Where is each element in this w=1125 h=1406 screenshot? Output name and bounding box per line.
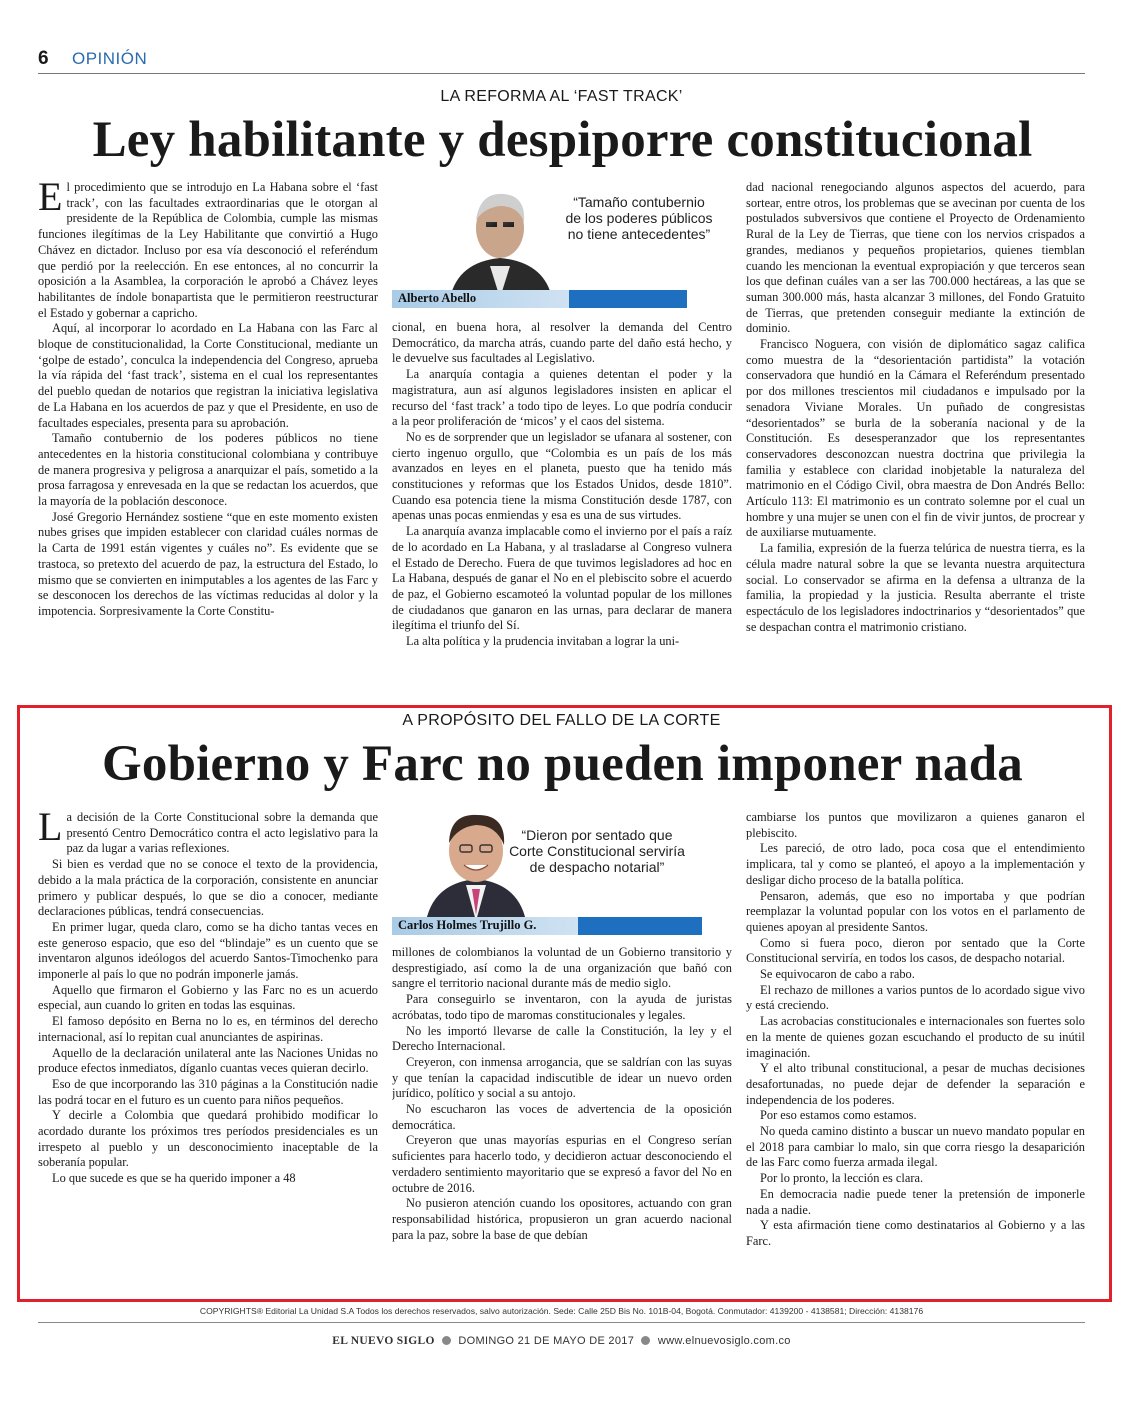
article2-paragraph: En primer lugar, queda claro, como se ha dicho tantas veces en este generoso espacio, que eso del “blindaje” es un cuento que se inventaron algunos ideólogos del acuerdo Santos-Timochenko para imponerle al país lo que no podrán imponerle jamás. bbox=[38, 919, 378, 982]
issue-date: DOMINGO 21 DE MAYO DE 2017 bbox=[458, 1335, 635, 1347]
article1-paragraph: El procedimiento que se introdujo en La Habana sobre el ‘fast track’, con las facultades extraordinarias que le otorgan al presidente de la República de Colombia, cumple las mismas funciones ilegítimas de la Ley Habilitante que convirtió a Hugo Chávez en dictador. Incluso por esa vía desconoció el referéndum que perdió por la reelección. En ese entonces, al no concurrir la oposición a la Asamblea, la corporación le aprobó a Chávez leyes habilitantes de índole bonapartista que le permitieron reestructurar el Estado y gobernar a capricho. bbox=[38, 180, 378, 320]
article2-column-3 bbox=[746, 810, 1085, 1290]
article2-paragraph: El famoso depósito en Berna no lo es, en términos del derecho internacional, así lo repitan cual anunciantes de aspirinas. bbox=[38, 1014, 378, 1044]
article2-paragraph: Por lo pronto, la lección es clara. bbox=[760, 1171, 924, 1186]
article2-paragraph: Se equivocaron de cabo a rabo. bbox=[760, 967, 915, 982]
article1-paragraph: La anarquía contagia a quienes detentan el poder y la magistratura, aun así algunos legisladores insisten en aplicar el recurso del ‘fast track’ a todo tipo de leyes. Lo que podría conducir a la peor proliferación de ‘micos’ y el caos del sistema. bbox=[392, 367, 732, 429]
article2-paragraph: No escucharon las voces de advertencia de la oposición democrática. bbox=[392, 1102, 732, 1132]
article2-column-2 bbox=[392, 945, 732, 1290]
article1-author-name: Alberto Abello bbox=[398, 291, 477, 305]
page-footer bbox=[38, 1335, 1085, 1347]
article2-author-box bbox=[392, 803, 732, 938]
article2-paragraph: Pensaron, además, que eso no importaba y que podrían reemplazar la voluntad popular con los votos en el parlamento de quienes apoyan al presidente Santos. bbox=[746, 888, 1085, 934]
article2-headline: Gobierno y Farc no pueden imponer nada bbox=[102, 736, 1023, 792]
article2-paragraph: cambiarse los puntos que movilizaron a quienes ganaron el plebiscito. bbox=[746, 810, 1085, 840]
article2-paragraph: Para conseguirlo se inventaron, con la ayuda de juristas acróbatas, todo tipo de maromas constitucionales y legales. bbox=[392, 992, 732, 1022]
article2-paragraph: Como si fuera poco, dieron por sentado que la Corte Constitucional serviría, en todos los casos, de despacho notarial. bbox=[746, 935, 1085, 966]
article1-paragraph: José Gregorio Hernández sostiene “que en este momento existen nubes grises que impiden establecer con claridad cuáles normas de la Carta de 1991 están vigentes y cuáles no”. Es evidente que se trastoca, so pretexto del acuerdo de paz, la estructura del Estado, lo mismo que se convierten en inimputables a los agentes de las Farc y se desconocen los derechos de las víctimas reducidas al dolor y la impotencia. Sorpresivamente la Corte Constitu- bbox=[38, 509, 378, 618]
article2-paragraph: En democracia nadie puede tener la pretensión de imponerle nada a nadie. bbox=[746, 1186, 1085, 1217]
page-number: 6 bbox=[38, 48, 49, 69]
dropcap: L bbox=[38, 810, 63, 849]
article2-paragraph: Les pareció, de otro lado, poca cosa que el entendimiento implicara, tal y como se planteó, el apoyo a la implementación y desligar dicho proceso de la batalla política. bbox=[746, 841, 1085, 887]
article2-paragraph: Creyeron, con inmensa arrogancia, que se saldrían con las suyas y que tenían la capacidad indiscutible de idear un nuevo orden jurídico, político y social a su antojo. bbox=[392, 1054, 732, 1101]
article2-paragraph: Creyeron que unas mayorías espurias en el Congreso serían suficientes para hacerlo todo, y decidieron actuar desconociendo el verdadero sentimiento mayoritario que se expresó a favor del No en octubre de 2016. bbox=[392, 1133, 732, 1195]
article1-kicker: LA REFORMA AL ‘FAST TRACK’ bbox=[440, 88, 683, 105]
bullet-dot-icon bbox=[641, 1336, 650, 1345]
article2-paragraph: La decisión de la Corte Constitucional sobre la demanda que presentó Centro Democrático contra el acto legislativo para la paz da lugar a varias reflexiones. bbox=[38, 810, 378, 856]
article2-paragraph: Las acrobacias constitucionales e internacionales son fuertes solo en la mente de quienes gozan escuchando el producto de su inútil imaginación. bbox=[746, 1014, 1085, 1060]
article1-paragraph: Francisco Noguera, con visión de diplomático sagaz califica como muestra de la “desorientación partidista” la votación conservadora que hundió en la Cámara el Referéndum presentado por dos millones trescientos mil ciudadanos e impulsado por la senadora Viviane Morales. Un puñado de congresistas “desorientados” se burla de la soberanía nacional y de la Constitución. Es desesperanzador que los representantes conservadores desconozcan nuestra doctrina que privilegia la familia y establece con claridad inobjetable la naturaleza del matrimonio en el Código Civil, obra maestra de Don Andrés Bello: Artículo 113: El matrimonio es un contrato solemne por el cual un hombre y una mujer se unen con el fin de vivir juntos, de procrear y de auxiliarse mutuamente. bbox=[746, 337, 1085, 540]
article1-column-1 bbox=[38, 180, 378, 690]
section-name: OPINIÓN bbox=[72, 49, 148, 68]
article2-kicker: A PROPÓSITO DEL FALLO DE LA CORTE bbox=[402, 712, 721, 729]
page-header bbox=[38, 48, 1085, 74]
article1-column-2 bbox=[392, 320, 732, 690]
article2-paragraph: No pusieron atención cuando los opositores, actuando con gran responsabilidad histórica, propusieron un gran acuerdo nacional para la paz, sobre la base de que debían bbox=[392, 1196, 732, 1242]
article2-paragraph: No queda camino distinto a buscar un nuevo mandato popular en el 2018 para cambiar lo malo, sin que corra riesgo la desaparición de las Farc como fuerza armada ilegal. bbox=[746, 1124, 1085, 1170]
article1-paragraph: La familia, expresión de la fuerza telúrica de nuestra tierra, es la célula madre natural sobre la que se levanta nuestra arquitectura social. Lo conservador se afirma en la defensa a ultranza de la familia, la propiedad y la justicia. Resulta aberrante el triste espectáculo de los legisladores indoctrinarios y “desorientados” que se despachan contra el matrimonio cristiano. bbox=[746, 541, 1085, 634]
article1-author-box bbox=[392, 180, 732, 310]
newspaper-brand: EL NUEVO SIGLO bbox=[332, 1335, 435, 1347]
article2-column-1 bbox=[38, 810, 378, 1290]
article2-paragraph: Y esta afirmación tiene como destinatarios al Gobierno y a las Farc. bbox=[746, 1218, 1085, 1248]
article2-paragraph: Eso de que incorporando las 310 páginas a la Constitución nadie las podrá tocar en el futuro es un cuento para niños pequeños. bbox=[38, 1076, 378, 1107]
article1-paragraph: La alta política y la prudencia invitaban a lograr la uni- bbox=[406, 634, 680, 649]
article2-paragraph: No les importó llevarse de calle la Constitución, la ley y el Derecho Internacional. bbox=[392, 1023, 732, 1054]
article1-paragraph: No es de sorprender que un legislador se ufanara al sostener, con cierto ingenuo orgullo, que “Colombia es un país de los más avanzados en leyes en el planeta, puesto que ha tenido más constituciones y reformas que los Estados Unidos, desde 1810”. Cuando esa potencia tiene la misma Constitución desde 1787, con apenas unas pocas enmiendas y esa es una de sus virtudes. bbox=[392, 429, 732, 523]
article1-column-3 bbox=[746, 180, 1085, 690]
website-link[interactable]: www.elnuevosiglo.com.co bbox=[657, 1335, 791, 1347]
article1-paragraph: cional, en buena hora, al resolver la demanda del Centro Democrático, da marcha atrás, cuando parte del daño está hecho, y le devuelve sus facultades al Legislativo. bbox=[392, 320, 732, 366]
article2-author-bar bbox=[392, 917, 702, 935]
article2-paragraph: Lo que sucede es que se ha querido imponer a 48 bbox=[52, 1171, 296, 1186]
article1-pull-quote: “Tamaño contubernio de los poderes públicos no tiene antecedentes” bbox=[565, 194, 713, 242]
article2-paragraph: Por eso estamos como estamos. bbox=[760, 1108, 917, 1123]
dropcap: E bbox=[38, 180, 63, 219]
article1-paragraph: Tamaño contubernio de los poderes públicos no tiene antecedentes en la historia constitucional colombiana y contribuye de manera progresiva y peligrosa a anarquizar el país, sometido a la prosa farragosa y enrevesada en la que se redactan los acuerdos, que la mayoría de la población desconoce. bbox=[38, 431, 378, 509]
article2-paragraph: Si bien es verdad que no se conoce el texto de la providencia, debido a la mala práctica de la corporación, consistente en anunciar primero y publicar después, lo que se dio a conocer, mediante declaraciones públicas, tendrá consecuencias. bbox=[38, 857, 378, 919]
article1-paragraph: La anarquía avanza implacable como el invierno por el país a raíz de lo acordado en La Habana, y al trasladarse al Congreso vulnera el Estado de Derecho. Fuera de que tuvimos legisladores ad hoc en La Habana, después de ganar el No en el plebiscito sobre el acuerdo de paz, el Gobierno escamoteó la voluntad popular de los millones de ciudadanos que ganaron en las urnas, para declarar de manera ilegítima el triunfo del Sí. bbox=[392, 524, 732, 633]
copyright-line: COPYRIGHTS® Editorial La Unidad S.A Todos los derechos reservados, salvo autorización. Sede: Calle 25D Bis No. 101B-04, Bogotá. Conmutador: 4139200 - 4138581; Dirección: 4138176 bbox=[38, 1306, 1085, 1323]
article2-paragraph: El rechazo de millones a varios puntos de lo acordado sigue vivo y está creciendo. bbox=[746, 982, 1085, 1013]
article2-paragraph: Y decirle a Colombia que quedará prohibido modificar lo acordado durante los próximos tres períodos presidenciales es un irrespeto al pueblo y un desconocimiento inaceptable de la soberanía popular. bbox=[38, 1108, 378, 1170]
article1-author-bar bbox=[392, 290, 687, 308]
article2-paragraph: Aquello de la declaración unilateral ante las Naciones Unidas no produce efectos inmediatos, díganlo cuantas veces quieran decirlo. bbox=[38, 1045, 378, 1076]
article2-pull-quote: “Dieron por sentado que Corte Constitucional serviría de despacho notarial” bbox=[509, 827, 685, 875]
article2-paragraph: millones de colombianos la voluntad de un Gobierno transitorio y desprestigiado, así como la de una organización que bañó con sangre el territorio nacional durante más de medio siglo. bbox=[392, 945, 732, 991]
bullet-dot-icon bbox=[442, 1336, 451, 1345]
article1-paragraph: dad nacional renegociando algunos aspectos del acuerdo, para sortear, entre otros, los problemas que se avecinan por cuenta de los postulados subversivos que contiene el Proyecto de Ordenamiento Rural de la Ley de Tierras, que tiene con los nervios crispados a grandes, medianos y pequeños propietarios, quienes tiemblan cuando les mencionan la eventual expropiación y que terceros sean los que definan cuáles van a ser las 700.000 hectáreas, a las que se suman 300.000 más, hasta alcanzar 3 millones, del Fondo Gratuito de Tierras, que pretenden conseguir mediante la extinción de dominio. bbox=[746, 180, 1085, 336]
article2-paragraph: Y el alto tribunal constitucional, a pesar de muchas decisiones desafortunadas, no puede dejar de defender la separación e independencia de los poderes. bbox=[746, 1061, 1085, 1107]
article1-paragraph: Aquí, al incorporar lo acordado en La Habana con las Farc al bloque de constitucionalidad, la Corte Constitucional, mediante un ‘golpe de estado’, conculca la independencia del Congreso, aprueba la vía rápida del ‘fast track’, sistema en el cual los representantes del pueblo quedan de notarios que registran la iniciativa legislativa de La Habana en los acuerdos de paz y que el Presidente, en uso de facultades especiales, presenta para su aprobación. bbox=[38, 321, 378, 430]
article2-author-name: Carlos Holmes Trujillo G. bbox=[398, 918, 537, 932]
article1-headline: Ley habilitante y despiporre constitucional bbox=[92, 112, 1033, 168]
article2-paragraph: Aquello que firmaron el Gobierno y las Farc no es un acuerdo especial, aun cuando lo griten en todas las esquinas. bbox=[38, 982, 378, 1013]
